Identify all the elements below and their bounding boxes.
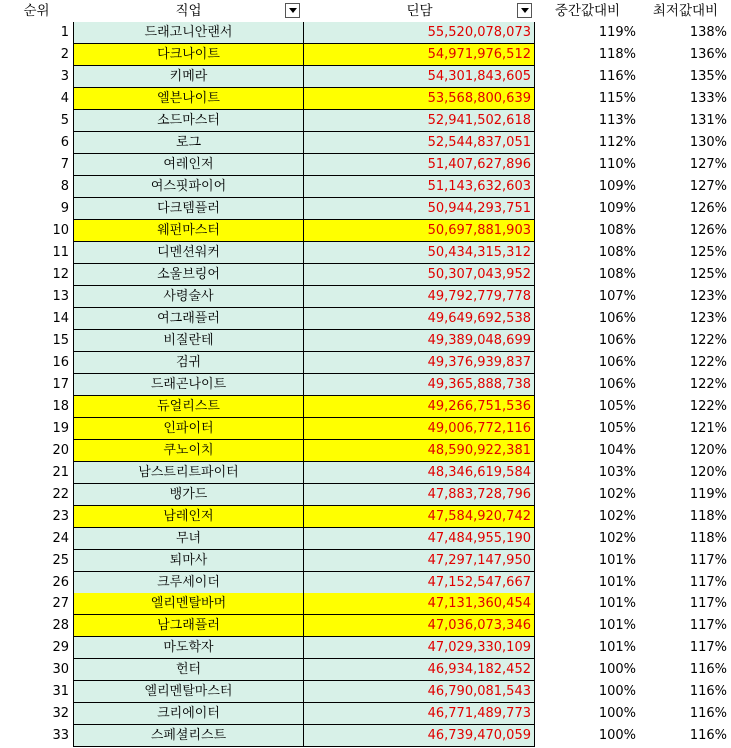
- table-row: [0, 44, 731, 66]
- header-job[interactable]: [73, 0, 304, 22]
- cell-job[interactable]: 엘리멘탈바머: [73, 593, 304, 615]
- cell-rank[interactable]: 23: [52, 508, 69, 524]
- cell-damage[interactable]: 49,792,779,778: [304, 286, 535, 308]
- table-row: [0, 484, 731, 506]
- cell-damage[interactable]: 46,790,081,543: [304, 681, 535, 703]
- table-row: [0, 418, 731, 440]
- cell-damage[interactable]: 47,029,330,109: [304, 637, 535, 659]
- cell-min-ratio[interactable]: 121%: [689, 420, 727, 436]
- cell-mid-ratio[interactable]: 109%: [598, 200, 636, 216]
- cell-damage[interactable]: 47,131,360,454: [304, 593, 535, 615]
- cell-damage[interactable]: 50,944,293,751: [304, 198, 535, 220]
- cell-mid-ratio[interactable]: 115%: [598, 90, 636, 106]
- table-row: [0, 154, 731, 176]
- cell-rank[interactable]: 7: [60, 156, 69, 172]
- cell-min-ratio[interactable]: 118%: [689, 530, 727, 546]
- cell-damage[interactable]: 46,771,489,773: [304, 703, 535, 725]
- chevron-down-icon: [521, 8, 529, 13]
- cell-min-ratio[interactable]: 127%: [689, 156, 727, 172]
- cell-rank[interactable]: 16: [52, 354, 69, 370]
- table-row: [0, 462, 731, 484]
- cell-rank[interactable]: 12: [52, 266, 69, 282]
- cell-job[interactable]: 다크나이트: [73, 44, 304, 66]
- cell-mid-ratio[interactable]: 116%: [598, 68, 636, 84]
- cell-mid-ratio[interactable]: 108%: [598, 244, 636, 260]
- cell-damage[interactable]: 52,544,837,051: [304, 132, 535, 154]
- cell-rank[interactable]: 21: [52, 464, 69, 480]
- cell-min-ratio[interactable]: 125%: [689, 266, 727, 282]
- cell-min-ratio[interactable]: 138%: [689, 25, 727, 40]
- cell-rank[interactable]: 4: [60, 90, 69, 106]
- cell-job[interactable]: 크루세이더: [73, 572, 304, 594]
- table-row: [0, 308, 731, 330]
- cell-mid-ratio[interactable]: 102%: [598, 508, 636, 524]
- cell-mid-ratio[interactable]: 118%: [598, 46, 636, 62]
- cell-job[interactable]: 듀얼리스트: [73, 396, 304, 418]
- cell-job[interactable]: 키메라: [73, 66, 304, 88]
- header-rank[interactable]: 순위: [23, 3, 50, 19]
- cell-rank[interactable]: 2: [60, 46, 69, 62]
- cell-min-ratio[interactable]: 118%: [689, 508, 727, 524]
- header-mid-ratio[interactable]: 중간값대비: [554, 3, 621, 19]
- cell-mid-ratio[interactable]: 101%: [598, 552, 636, 568]
- cell-mid-ratio[interactable]: 105%: [598, 420, 636, 436]
- cell-min-ratio[interactable]: 126%: [689, 222, 727, 238]
- cell-mid-ratio[interactable]: 100%: [598, 706, 636, 722]
- cell-min-ratio[interactable]: 117%: [689, 640, 727, 656]
- table-row: [0, 681, 731, 703]
- table-row: [0, 264, 731, 286]
- cell-damage[interactable]: 49,266,751,536: [304, 396, 535, 418]
- cell-damage[interactable]: 53,568,800,639: [304, 88, 535, 110]
- cell-min-ratio[interactable]: 117%: [689, 552, 727, 568]
- cell-rank[interactable]: 11: [52, 244, 69, 260]
- cell-rank[interactable]: 18: [52, 398, 69, 414]
- cell-job[interactable]: 드래고니안랜서: [73, 22, 304, 44]
- cell-rank[interactable]: 9: [60, 200, 69, 216]
- header-job-label: 직업: [175, 3, 202, 19]
- cell-mid-ratio[interactable]: 101%: [598, 574, 636, 590]
- cell-rank[interactable]: 27: [52, 596, 69, 612]
- cell-damage[interactable]: 52,941,502,618: [304, 110, 535, 132]
- cell-job[interactable]: 남그래플러: [73, 615, 304, 637]
- cell-min-ratio[interactable]: 117%: [689, 596, 727, 612]
- cell-min-ratio[interactable]: 117%: [689, 618, 727, 634]
- cell-rank[interactable]: 3: [60, 68, 69, 84]
- cell-job[interactable]: 여스핏파이어: [73, 176, 304, 198]
- cell-job[interactable]: 디멘션워커: [73, 242, 304, 264]
- cell-rank[interactable]: 6: [60, 134, 69, 150]
- cell-mid-ratio[interactable]: 100%: [598, 662, 636, 678]
- table-row: [0, 374, 731, 396]
- table-row: [0, 132, 731, 154]
- cell-job[interactable]: 남레인저: [73, 506, 304, 528]
- cell-damage[interactable]: 47,883,728,796: [304, 484, 535, 506]
- cell-min-ratio[interactable]: 116%: [689, 728, 727, 744]
- cell-mid-ratio[interactable]: 101%: [598, 640, 636, 656]
- table-row: [0, 66, 731, 88]
- cell-rank[interactable]: 26: [52, 574, 69, 590]
- cell-min-ratio[interactable]: 120%: [689, 464, 727, 480]
- table-row: [0, 22, 731, 44]
- cell-min-ratio[interactable]: 133%: [689, 90, 727, 106]
- cell-job[interactable]: 검귀: [73, 352, 304, 374]
- cell-rank[interactable]: 32: [52, 706, 69, 722]
- table-row: [0, 110, 731, 132]
- cell-min-ratio[interactable]: 117%: [689, 574, 727, 590]
- cell-job[interactable]: 사령술사: [73, 286, 304, 308]
- table-row: [0, 220, 731, 242]
- cell-min-ratio[interactable]: 125%: [689, 244, 727, 260]
- table-row: [0, 593, 731, 615]
- cell-mid-ratio[interactable]: 106%: [598, 310, 636, 326]
- cell-rank[interactable]: 15: [52, 332, 69, 348]
- cell-mid-ratio[interactable]: 104%: [598, 442, 636, 458]
- table-row: [0, 550, 731, 572]
- cell-job[interactable]: 퇴마사: [73, 550, 304, 572]
- table-row: [0, 440, 731, 462]
- cell-mid-ratio[interactable]: 106%: [598, 354, 636, 370]
- cell-mid-ratio[interactable]: 108%: [598, 266, 636, 282]
- cell-job[interactable]: 소울브링어: [73, 264, 304, 286]
- cell-damage[interactable]: 51,143,632,603: [304, 176, 535, 198]
- cell-job[interactable]: 드래곤나이트: [73, 374, 304, 396]
- cell-job[interactable]: 엘리멘탈마스터: [73, 681, 304, 703]
- cell-min-ratio[interactable]: 122%: [689, 354, 727, 370]
- table-row: [0, 506, 731, 528]
- cell-min-ratio[interactable]: 123%: [689, 288, 727, 304]
- table-row: [0, 198, 731, 220]
- cell-damage[interactable]: 51,407,627,896: [304, 154, 535, 176]
- cell-job[interactable]: 여그래플러: [73, 308, 304, 330]
- cell-mid-ratio[interactable]: 113%: [598, 112, 636, 128]
- cell-job[interactable]: 스페셜리스트: [73, 725, 304, 747]
- cell-damage[interactable]: 55,520,078,073: [304, 22, 535, 44]
- cell-mid-ratio[interactable]: 101%: [598, 618, 636, 634]
- cell-rank[interactable]: 19: [52, 420, 69, 436]
- cell-damage[interactable]: 49,649,692,538: [304, 308, 535, 330]
- cell-min-ratio[interactable]: 136%: [689, 46, 727, 62]
- cell-mid-ratio[interactable]: 106%: [598, 332, 636, 348]
- cell-damage[interactable]: 46,934,182,452: [304, 659, 535, 681]
- header-min-ratio[interactable]: 최저값대비: [652, 3, 719, 19]
- cell-damage[interactable]: 47,484,955,190: [304, 528, 535, 550]
- cell-min-ratio[interactable]: 131%: [689, 112, 727, 128]
- header-damage[interactable]: [304, 0, 535, 22]
- cell-job[interactable]: 인파이터: [73, 418, 304, 440]
- table-row: [0, 615, 731, 637]
- cell-rank[interactable]: 14: [52, 310, 69, 326]
- cell-min-ratio[interactable]: 122%: [689, 398, 727, 414]
- cell-min-ratio[interactable]: 135%: [689, 68, 727, 84]
- cell-rank[interactable]: 17: [52, 376, 69, 392]
- cell-rank[interactable]: 20: [52, 442, 69, 458]
- cell-min-ratio[interactable]: 116%: [689, 684, 727, 700]
- cell-job[interactable]: 로그: [73, 132, 304, 154]
- cell-min-ratio[interactable]: 122%: [689, 332, 727, 348]
- table-row: [0, 330, 731, 352]
- cell-job[interactable]: 비질란테: [73, 330, 304, 352]
- table-row: [0, 352, 731, 374]
- cell-damage[interactable]: 50,434,315,312: [304, 242, 535, 264]
- cell-damage[interactable]: 54,971,976,512: [304, 44, 535, 66]
- cell-mid-ratio[interactable]: 107%: [598, 288, 636, 304]
- cell-rank[interactable]: 25: [52, 552, 69, 568]
- cell-job[interactable]: 엘븐나이트: [73, 88, 304, 110]
- cell-job[interactable]: 여레인저: [73, 154, 304, 176]
- cell-rank[interactable]: 22: [52, 486, 69, 502]
- cell-min-ratio[interactable]: 123%: [689, 310, 727, 326]
- cell-mid-ratio[interactable]: 103%: [598, 464, 636, 480]
- cell-job[interactable]: 크리에이터: [73, 703, 304, 725]
- cell-rank[interactable]: 8: [60, 178, 69, 194]
- cell-rank[interactable]: 10: [52, 222, 69, 238]
- cell-min-ratio[interactable]: 130%: [689, 134, 727, 150]
- table-row: [0, 242, 731, 264]
- cell-mid-ratio[interactable]: 109%: [598, 178, 636, 194]
- cell-min-ratio[interactable]: 127%: [689, 178, 727, 194]
- cell-damage[interactable]: 47,152,547,667: [304, 572, 535, 594]
- cell-mid-ratio[interactable]: 112%: [598, 134, 636, 150]
- cell-rank[interactable]: 5: [60, 112, 69, 128]
- table-row: [0, 176, 731, 198]
- cell-mid-ratio[interactable]: 110%: [598, 156, 636, 172]
- cell-damage[interactable]: 47,584,920,742: [304, 506, 535, 528]
- table-row: [0, 725, 731, 747]
- cell-mid-ratio[interactable]: 101%: [598, 596, 636, 612]
- cell-rank[interactable]: 28: [52, 618, 69, 634]
- cell-mid-ratio[interactable]: 108%: [598, 222, 636, 238]
- cell-damage[interactable]: 49,006,772,116: [304, 418, 535, 440]
- cell-damage[interactable]: 50,307,043,952: [304, 264, 535, 286]
- cell-min-ratio[interactable]: 116%: [689, 706, 727, 722]
- cell-job[interactable]: 웨펀마스터: [73, 220, 304, 242]
- cell-mid-ratio[interactable]: 102%: [598, 530, 636, 546]
- cell-job[interactable]: 헌터: [73, 659, 304, 681]
- cell-min-ratio[interactable]: 120%: [689, 442, 727, 458]
- table-row: [0, 703, 731, 725]
- header-damage-label: 딘담: [406, 3, 433, 19]
- table-row: [0, 88, 731, 110]
- cell-job[interactable]: 쿠노이치: [73, 440, 304, 462]
- cell-job[interactable]: 소드마스터: [73, 110, 304, 132]
- cell-rank[interactable]: 13: [52, 288, 69, 304]
- cell-damage[interactable]: 48,590,922,381: [304, 440, 535, 462]
- cell-damage[interactable]: 47,036,073,346: [304, 615, 535, 637]
- cell-min-ratio[interactable]: 122%: [689, 376, 727, 392]
- cell-rank[interactable]: 33: [52, 728, 69, 744]
- cell-min-ratio[interactable]: 116%: [689, 662, 727, 678]
- cell-rank[interactable]: 1: [60, 25, 69, 40]
- table-row: [0, 396, 731, 418]
- table-row: [0, 659, 731, 681]
- header-row: [0, 0, 731, 22]
- cell-damage[interactable]: 48,346,619,584: [304, 462, 535, 484]
- cell-damage[interactable]: 49,376,939,837: [304, 352, 535, 374]
- cell-mid-ratio[interactable]: 119%: [598, 25, 636, 40]
- cell-mid-ratio[interactable]: 102%: [598, 486, 636, 502]
- table-row: [0, 528, 731, 550]
- cell-job[interactable]: 무녀: [73, 528, 304, 550]
- cell-job[interactable]: 뱅가드: [73, 484, 304, 506]
- cell-damage[interactable]: 50,697,881,903: [304, 220, 535, 242]
- cell-mid-ratio[interactable]: 105%: [598, 398, 636, 414]
- cell-damage[interactable]: 47,297,147,950: [304, 550, 535, 572]
- cell-min-ratio[interactable]: 126%: [689, 200, 727, 216]
- table-row: [0, 637, 731, 659]
- cell-rank[interactable]: 24: [52, 530, 69, 546]
- cell-job[interactable]: 다크템플러: [73, 198, 304, 220]
- cell-rank[interactable]: 31: [52, 684, 69, 700]
- cell-damage[interactable]: 49,389,048,699: [304, 330, 535, 352]
- cell-mid-ratio[interactable]: 100%: [598, 684, 636, 700]
- cell-min-ratio[interactable]: 119%: [689, 486, 727, 502]
- cell-rank[interactable]: 30: [52, 662, 69, 678]
- cell-job[interactable]: 남스트리트파이터: [73, 462, 304, 484]
- damage-filter-button[interactable]: [517, 3, 532, 18]
- cell-job[interactable]: 마도학자: [73, 637, 304, 659]
- job-filter-button[interactable]: [285, 3, 300, 18]
- table-row: [0, 572, 731, 594]
- cell-damage[interactable]: 54,301,843,605: [304, 66, 535, 88]
- cell-mid-ratio[interactable]: 106%: [598, 376, 636, 392]
- cell-rank[interactable]: 29: [52, 640, 69, 656]
- cell-damage[interactable]: 46,739,470,059: [304, 725, 535, 747]
- chevron-down-icon: [289, 8, 297, 13]
- cell-mid-ratio[interactable]: 100%: [598, 728, 636, 744]
- cell-damage[interactable]: 49,365,888,738: [304, 374, 535, 396]
- table-row: [0, 286, 731, 308]
